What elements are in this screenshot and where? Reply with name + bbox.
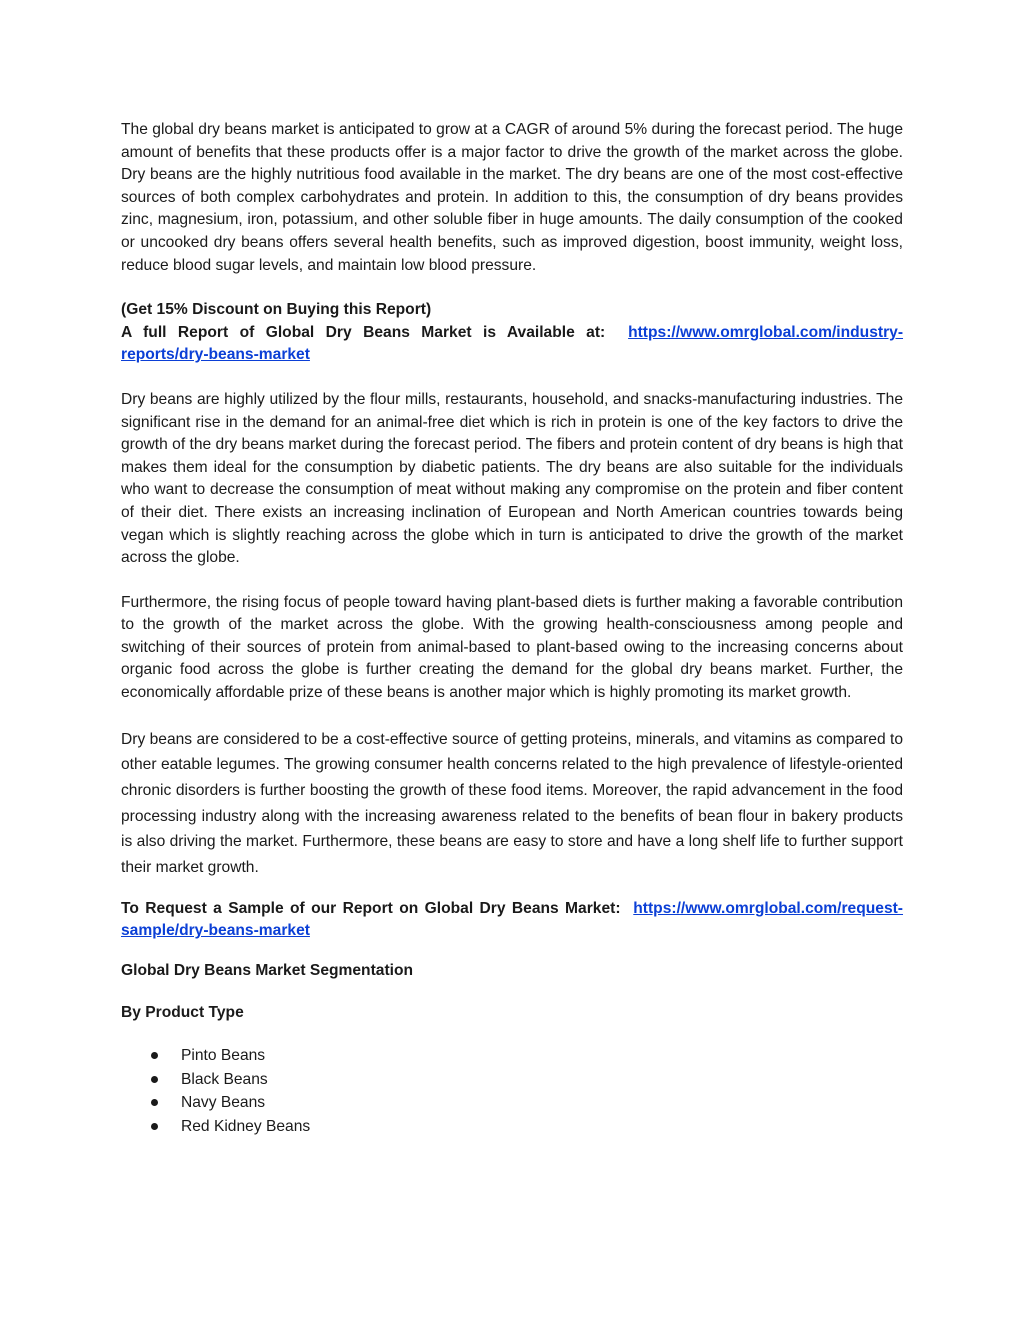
discount-text: (Get 15% Discount on Buying this Report): [121, 301, 432, 319]
report-offer: [121, 299, 903, 367]
bullet-icon: [151, 1076, 158, 1083]
list-item-label: Red Kidney Beans: [181, 1117, 311, 1135]
sample-link[interactable]: https://www.omrglobal.com/request-sample/dry-beans-market: [121, 899, 903, 940]
list-item: [151, 1068, 903, 1092]
list-item-label: Black Beans: [181, 1070, 268, 1088]
cost-effective-paragraph: Dry beans are considered to be a cost-effective source of getting proteins, minerals, and vitamins as compared to other eatable legumes. The growing consumer health concerns related to the high prevalence of lifestyle-oriented chronic disorders is further boosting the growth of these food items. Moreover, the rapid advancement in the food processing industry along with the increasing awareness related to the benefits of bean flour in bakery products is also driving the market. Furthermore, these beans are easy to store and have a long shelf life to further support their market growth.: [121, 730, 903, 877]
bullet-icon: [151, 1052, 158, 1059]
bullet-icon: [151, 1099, 158, 1106]
segmentation-heading: Global Dry Beans Market Segmentation: [121, 962, 414, 980]
list-item-label: Pinto Beans: [181, 1047, 266, 1065]
list-item-label: Navy Beans: [181, 1094, 266, 1112]
list-item: [151, 1044, 903, 1068]
product-type-heading: By Product Type: [121, 1004, 244, 1022]
furthermore-paragraph: Furthermore, the rising focus of people toward having plant-based diets is further making a favorable contribution to the growth of the market across the globe. With the growing health-consciousness among people and switching of their sources of protein from animal-based to plant-based owing to the increasing concerns about organic food across the globe is further creating the demand for the global dry beans market. Further, the economically affordable prize of these beans is another major which is highly promoting its market growth.: [121, 593, 903, 702]
utilization-paragraph: Dry beans are highly utilized by the flour mills, restaurants, household, and snacks-manufacturing industries. The significant rise in the demand for an animal-free diet which is rich in protein is one of the key factors to drive the growth of the dry beans market during the forecast period. The fibers and protein content of dry beans is high that makes them ideal for the consumption by diabetic patients. The dry beans are also suitable for the individuals who want to decrease the consumption of meat without making any compromise on the protein and fiber content of their diet. There exists an increasing inclination of European and North American countries towards being vegan which is slightly reaching across the globe which in turn is anticipated to drive the growth of the market across the globe.: [121, 390, 903, 567]
list-item: [151, 1091, 903, 1115]
bullet-icon: [151, 1123, 158, 1130]
full-report-link[interactable]: https://www.omrglobal.com/industry-reports/dry-beans-market: [121, 323, 904, 364]
full-report-label: A full Report of Global Dry Beans Market is Available at:: [121, 323, 606, 341]
sample-label: To Request a Sample of our Report on Global Dry Beans Market:: [121, 899, 621, 917]
sample-request: [121, 898, 903, 943]
product-type-list: [121, 1044, 903, 1138]
list-item: [151, 1115, 903, 1139]
intro-paragraph: The global dry beans market is anticipated to grow at a CAGR of around 5% during the forecast period. The huge amount of benefits that these products offer is a major factor to drive the growth of the market across the globe. Dry beans are the highly nutritious food available in the market. The dry beans are one of the most cost-effective sources of both complex carbohydrates and protein. In addition to this, the consumption of dry beans provides zinc, magnesium, iron, potassium, and other soluble fiber in huge amounts. The daily consumption of the cooked or uncooked dry beans offers several health benefits, such as improved digestion, boost immunity, weight loss, reduce blood sugar levels, and maintain low blood pressure.: [121, 121, 903, 274]
